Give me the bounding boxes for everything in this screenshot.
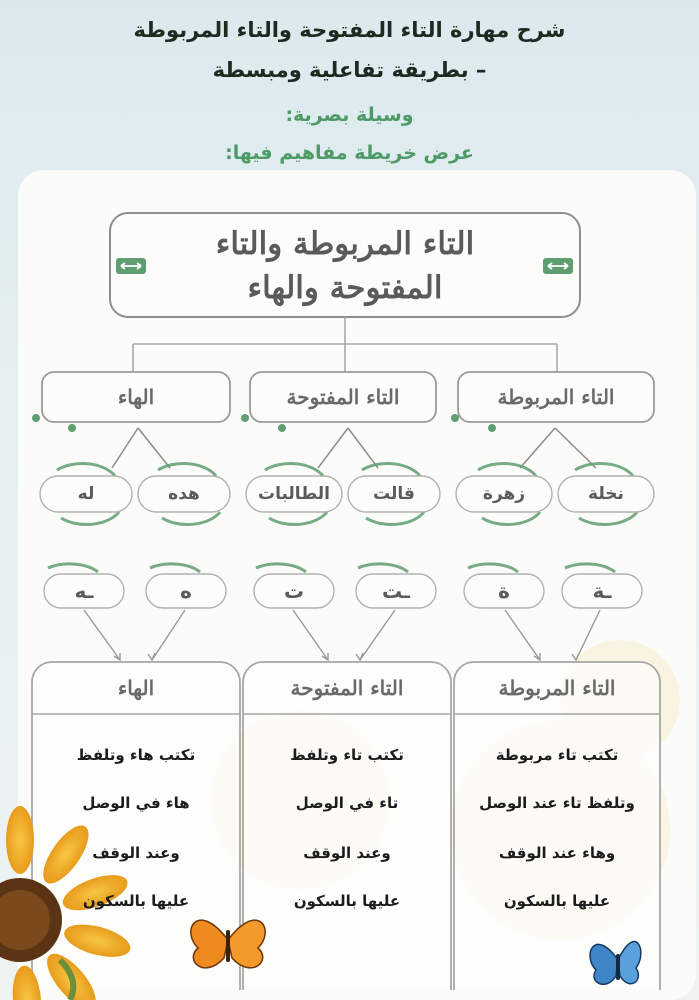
category-ha: الهاء bbox=[117, 385, 155, 409]
rule-line: تكتب هاء وتلفظ bbox=[76, 746, 196, 764]
letter-form: ت bbox=[283, 579, 305, 603]
header-title: شرح مهارة التاء المفتوحة والتاء المربوطة bbox=[133, 18, 566, 42]
rule-line: تكتب تاء مربوطة bbox=[495, 746, 619, 764]
rule-line: وتلفظ تاء عند الوصل bbox=[479, 794, 635, 812]
rule-line: هاء في الوصل bbox=[82, 794, 190, 812]
letter-form: ـه bbox=[74, 579, 94, 603]
header-concept-map: عرض خريطة مفاهيم فيها: bbox=[225, 142, 474, 164]
column-header-ta-maftuha: التاء المفتوحة bbox=[290, 676, 404, 700]
letter-form: ه bbox=[180, 579, 192, 603]
header-visual-aid: وسيلة بصرية: bbox=[285, 104, 414, 126]
example-word: قالت bbox=[373, 484, 415, 504]
rule-line: عليها بالسكون bbox=[82, 892, 190, 910]
example-word: له bbox=[77, 484, 95, 504]
category-ta-marbuta: التاء المربوطة bbox=[497, 385, 615, 409]
category-ta-maftuha: التاء المفتوحة bbox=[286, 385, 400, 409]
header-subtitle: – بطريقة تفاعلية ومبسطة bbox=[212, 58, 487, 82]
rule-line: وعند الوقف bbox=[303, 844, 391, 862]
example-word: نخلة bbox=[588, 484, 624, 504]
letter-form: ـت bbox=[381, 579, 410, 603]
column-header-ta-marbuta: التاء المربوطة bbox=[498, 676, 616, 700]
connector-lines bbox=[133, 317, 557, 372]
column-header-ha: الهاء bbox=[117, 676, 155, 700]
rule-line: عليها بالسكون bbox=[293, 892, 401, 910]
example-word: هده bbox=[168, 484, 200, 504]
rule-line: تكتب تاء وتلفظ bbox=[290, 746, 404, 764]
rule-line: وعند الوقف bbox=[92, 844, 180, 862]
concept-map-title bbox=[110, 218, 580, 314]
rule-line: عليها بالسكون bbox=[503, 892, 611, 910]
example-word: زهرة bbox=[482, 484, 526, 504]
letter-pills bbox=[44, 564, 642, 608]
letter-form: ـة bbox=[592, 579, 612, 603]
example-word: الطالبات bbox=[258, 484, 330, 504]
letter-form: ة bbox=[498, 579, 510, 603]
rule-line: وهاء عند الوقف bbox=[498, 844, 616, 862]
concept-map-title-line1: التاء المربوطة والتاء bbox=[215, 226, 475, 262]
concept-map-title-line2: المفتوحة والهاء bbox=[247, 270, 443, 306]
rule-line: تاء في الوصل bbox=[295, 794, 399, 812]
letter-arrows bbox=[84, 610, 600, 660]
